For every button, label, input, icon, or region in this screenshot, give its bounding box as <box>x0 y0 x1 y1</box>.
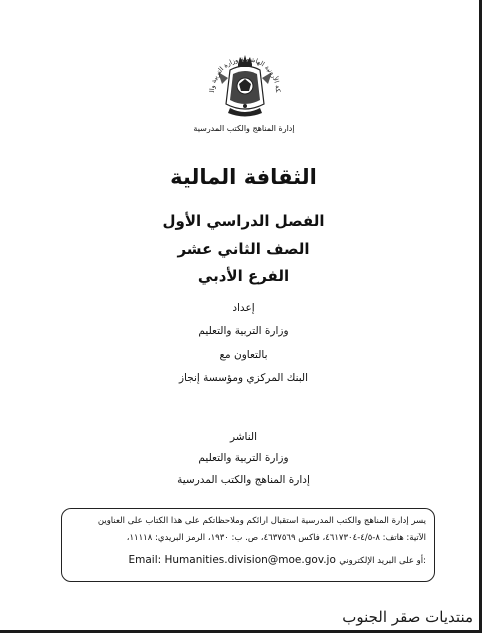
cooperation-label: بالتعاون مع <box>219 349 268 361</box>
jordan-coat-of-arms-icon <box>200 48 290 128</box>
semester-subtitle: الفصل الدراسي الأول <box>162 212 325 230</box>
publisher-department: إدارة المناهج والكتب المدرسية <box>177 474 310 486</box>
page-title: الثقافة المالية <box>170 165 317 189</box>
partners: البنك المركزي ومؤسسة إنجاز <box>178 372 309 384</box>
contact-line-1: يسر إدارة المناهج والكتب المدرسية استقبال آرائكم وملاحظاتكم على هذا الكتاب على العناوين <box>97 516 426 526</box>
prepared-by: وزارة التربية والتعليم <box>198 325 289 337</box>
contact-line-2: الآتية: هاتف: ٨-٤/٥-٤٦١٧٣٠٤، فاكس ٤٦٣٧٥٦٩، ص. ب: ١٩٣٠، الرمز البريدي: ١١١١٨، <box>126 533 426 543</box>
emblem-arc-text: كة الأردنية الهاشمية وزارة التربية وال <box>207 54 283 93</box>
contact-email-prefix: أو على البريد الإلكتروني: <box>339 556 426 566</box>
branch-subtitle: الفرع الأدبي <box>197 267 290 285</box>
publisher-name: وزارة التربية والتعليم <box>198 452 289 464</box>
contact-email-line <box>66 554 426 566</box>
emblem-caption: إدارة المناهج والكتب المدرسية <box>193 124 295 133</box>
prepared-label: إعداد <box>232 302 255 314</box>
contact-email[interactable]: Email: Humanities.division@moe.gov.jo <box>128 554 336 566</box>
grade-subtitle: الصف الثاني عشر <box>177 240 310 258</box>
forum-watermark: منتديات صقر الجنوب <box>342 608 473 626</box>
publisher-label: الناشر <box>229 431 258 443</box>
